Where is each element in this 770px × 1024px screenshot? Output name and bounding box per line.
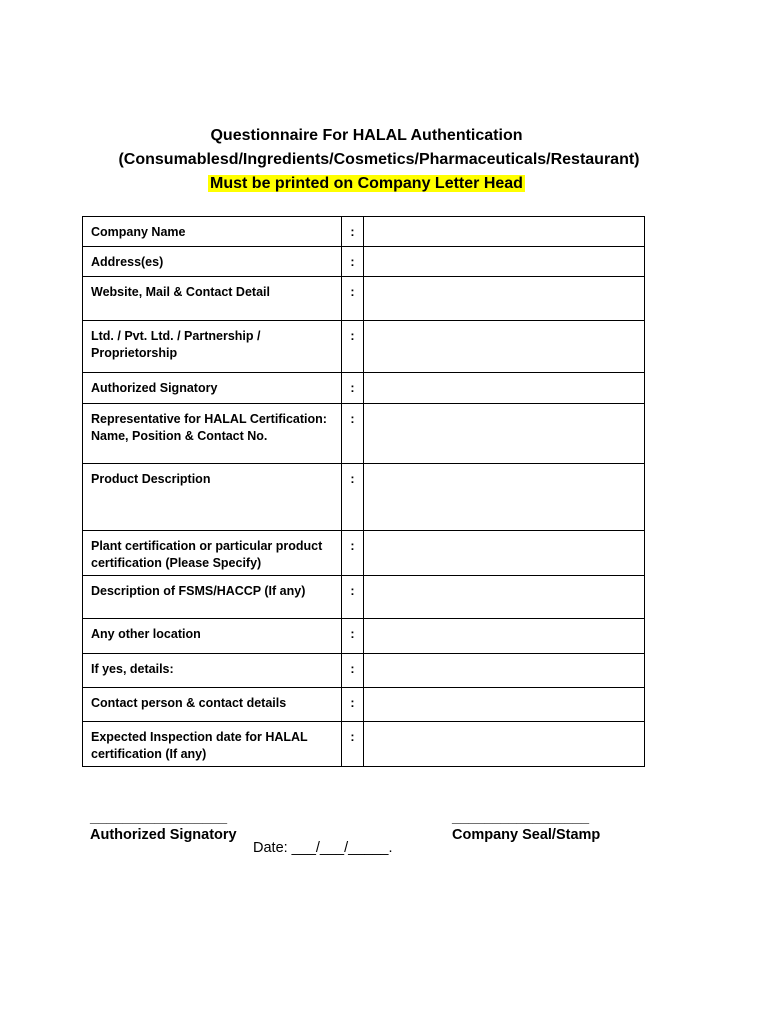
form-field-value[interactable] <box>364 688 645 722</box>
form-field-value[interactable] <box>364 464 645 531</box>
form-field-value[interactable] <box>364 576 645 619</box>
date-field: Date: ___/___/_____. <box>253 840 393 856</box>
signature-line: _________________ <box>90 810 228 826</box>
form-field-colon: : <box>342 654 364 688</box>
form-row <box>83 688 645 722</box>
form-row <box>83 277 645 321</box>
form-row <box>83 373 645 404</box>
form-field-value[interactable] <box>364 247 645 277</box>
company-seal-block <box>452 810 600 844</box>
form-field-colon: : <box>342 404 364 464</box>
form-field-label: Description of FSMS/HACCP (If any) <box>83 576 342 619</box>
form-row <box>83 404 645 464</box>
form-row <box>83 531 645 576</box>
form-field-value[interactable] <box>364 654 645 688</box>
form-field-value[interactable] <box>364 722 645 767</box>
form-field-colon: : <box>342 321 364 373</box>
document-subtitle: (Consumablesd/Ingredients/Cosmetics/Pharmaceuticals/Restaurant) <box>118 151 640 168</box>
form-field-colon: : <box>342 688 364 722</box>
form-field-label: Ltd. / Pvt. Ltd. / Partnership / Proprietorship <box>83 321 342 373</box>
form-field-value[interactable] <box>364 619 645 654</box>
form-field-colon: : <box>342 576 364 619</box>
form-field-colon: : <box>342 373 364 404</box>
form-row <box>83 576 645 619</box>
form-field-label: Contact person & contact details <box>83 688 342 722</box>
form-field-colon: : <box>342 531 364 576</box>
form-row <box>83 619 645 654</box>
form-field-label: Plant certification or particular product certification (Please Specify) <box>83 531 342 576</box>
form-row <box>83 654 645 688</box>
letterhead-notice: Must be printed on Company Letter Head <box>210 175 523 192</box>
questionnaire-table <box>82 216 645 767</box>
document-header <box>0 124 770 196</box>
seal-line: _________________ <box>452 810 590 826</box>
document-title: Questionnaire For HALAL Authentication <box>210 127 523 144</box>
form-field-value[interactable] <box>364 373 645 404</box>
form-field-label: Product Description <box>83 464 342 531</box>
form-field-label: Any other location <box>83 619 342 654</box>
form-field-value[interactable] <box>364 404 645 464</box>
form-row <box>83 722 645 767</box>
questionnaire-table-body <box>83 217 645 767</box>
form-field-label: Website, Mail & Contact Detail <box>83 277 342 321</box>
form-field-label: Expected Inspection date for HALAL certification (If any) <box>83 722 342 767</box>
form-field-value[interactable] <box>364 217 645 247</box>
authorized-signatory-label: Authorized Signatory <box>90 827 237 843</box>
form-field-colon: : <box>342 464 364 531</box>
form-row <box>83 321 645 373</box>
form-field-value[interactable] <box>364 277 645 321</box>
form-field-colon: : <box>342 277 364 321</box>
form-field-label: Company Name <box>83 217 342 247</box>
form-field-label: If yes, details: <box>83 654 342 688</box>
authorized-signatory-block <box>90 810 237 844</box>
form-field-colon: : <box>342 722 364 767</box>
company-seal-label: Company Seal/Stamp <box>452 827 601 843</box>
form-row <box>83 464 645 531</box>
form-field-label: Authorized Signatory <box>83 373 342 404</box>
form-field-value[interactable] <box>364 321 645 373</box>
form-field-label: Representative for HALAL Certification: Name, Position & Contact No. <box>83 404 342 464</box>
form-field-label: Address(es) <box>83 247 342 277</box>
form-row <box>83 217 645 247</box>
form-row <box>83 247 645 277</box>
form-field-colon: : <box>342 247 364 277</box>
form-field-value[interactable] <box>364 531 645 576</box>
form-field-colon: : <box>342 619 364 654</box>
letterhead-notice-wrap <box>0 172 770 196</box>
form-field-colon: : <box>342 217 364 247</box>
